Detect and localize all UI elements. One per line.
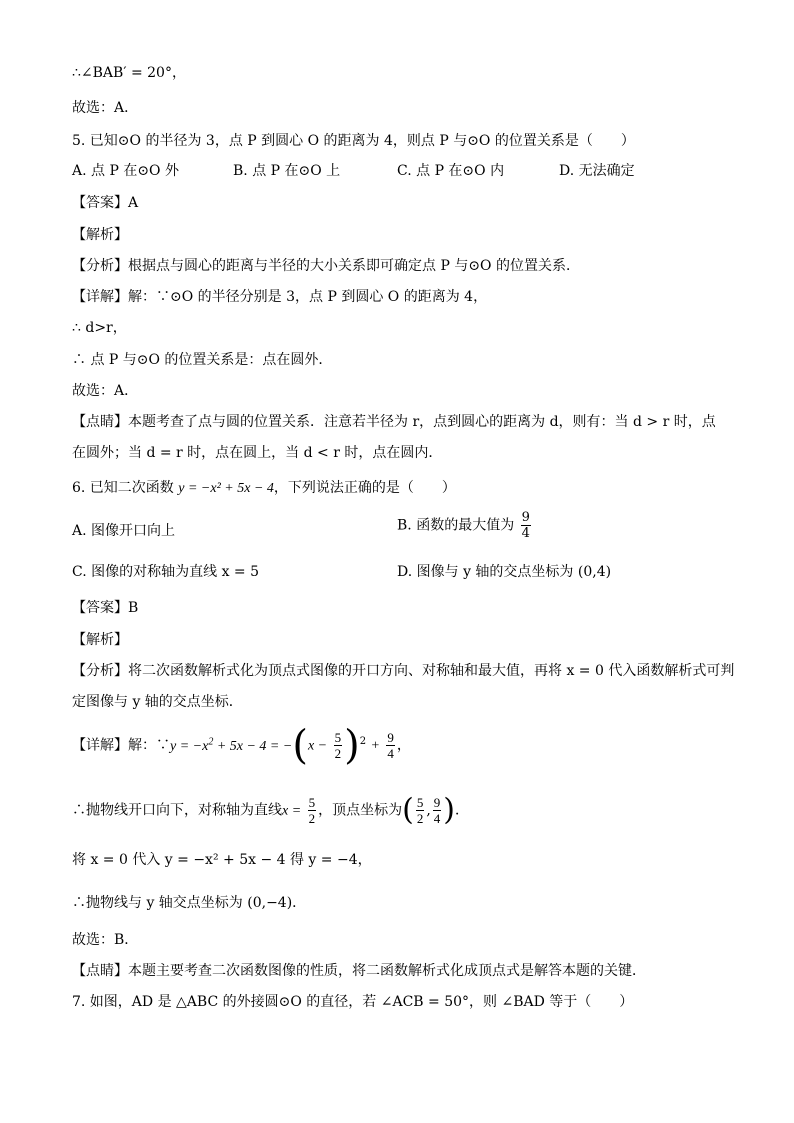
q6-detail-frac-5-2: $\frac{5}{2}$ [334, 730, 342, 761]
q5-analysis: 【分析】根据点与圆心的距离与半径的大小关系即可确定点 P 与⊙O 的位置关系． [72, 258, 580, 274]
q6-function: y = −x² + 5x − 4 [178, 481, 274, 496]
q6-option-d: D. 图像与 y 轴的交点坐标为 (0,4) [397, 564, 612, 580]
q6-choose: 故选：B． [72, 932, 139, 948]
q6-jiexi: 【解析】 [72, 632, 128, 648]
q6-substitution: 将 x = 0 代入 y = −x² + 5x − 4 得 y = −4， [72, 852, 372, 868]
prev-conclusion: ∴∠BAB′ = 20°， [72, 65, 186, 81]
q6-option-b-fraction: $\frac{9}{4}$ [521, 510, 530, 541]
q6-option-c: C. 图像的对称轴为直线 x = 5 [72, 564, 259, 580]
q6-intercept: ∴抛物线与 y 轴交点坐标为 (0,−4)． [72, 895, 307, 911]
q5-jiexi: 【解析】 [72, 227, 128, 243]
q5-comment-line1: 【点睛】本题考查了点与圆的位置关系．注意若半径为 r，点到圆心的距离为 d，则有：当 d > r 时，点 [72, 414, 716, 430]
q5-option-c: C. 点 P 在⊙O 内 [397, 163, 505, 179]
q6-option-b: B. 函数的最大值为 $\frac{9}{4}$ [397, 510, 530, 541]
q5-step1: ∴ d>r， [72, 320, 127, 336]
q5-comment-line2: 在圆外；当 d = r 时，点在圆上，当 d < r 时，点在圆内． [72, 445, 443, 461]
q5-detail: 【详解】解：∵⊙O 的半径分别是 3，点 P 到圆心 O 的距离为 4， [72, 289, 488, 305]
q6-detail: 【详解】解：∵y = $-x^2 + 5x - 4 = -(x$ − $\frac{5}{2}$ )$^2$ + $\frac{9}{4}$ ， [72, 722, 411, 769]
q6-answer: 【答案】B [72, 600, 139, 616]
q6-axis-fraction: $\frac{5}{2}$ [308, 795, 316, 826]
q5-choose: 故选：A． [72, 383, 139, 399]
q5-step2: ∴ 点 P 与⊙O 的位置关系是：点在圆外． [72, 352, 333, 368]
q6-analysis-line1: 【分析】将二次函数解析式化为顶点式图像的开口方向、对称轴和最大值，再将 x = 0 代入函数解析式可判 [72, 663, 735, 679]
q5-option-d: D. 无法确定 [559, 163, 635, 179]
q6-stem: 6. 已知二次函数 y = −x² + 5x − 4，下列说法正确的是（ ） [72, 480, 456, 496]
q5-option-a: A. 点 P 在⊙O 外 [72, 163, 179, 179]
q6-analysis-line2: 定图像与 y 轴的交点坐标． [72, 694, 243, 710]
q5-answer: 【答案】A [72, 195, 139, 211]
q5-stem: 5. 已知⊙O 的半径为 3，点 P 到圆心 O 的距离为 4，则点 P 与⊙O 的位置关系是（ ） [72, 133, 635, 149]
q7-stem: 7. 如图，AD 是 △ABC 的外接圆⊙O 的直径，若 ∠ACB = 50°，则 ∠BAD 等于（ ） [72, 994, 634, 1010]
q6-comment: 【点睛】本题主要考查二次函数图像的性质，将二函数解析式化成顶点式是解答本题的关键． [72, 963, 646, 979]
q6-detail-frac-9-4: $\frac{9}{4}$ [387, 730, 394, 761]
q5-option-b: B. 点 P 在⊙O 上 [233, 163, 341, 179]
prev-choose: 故选：A． [72, 100, 139, 116]
q6-vertex-line: ∴抛物线开口向下，对称轴为直线x = $\frac{5}{2}$ ，顶点坐标为( $\frac{5}{2}$ , $\frac{9}{4}$ )． [72, 792, 470, 828]
q6-option-a: A. 图像开口向上 [72, 523, 176, 539]
